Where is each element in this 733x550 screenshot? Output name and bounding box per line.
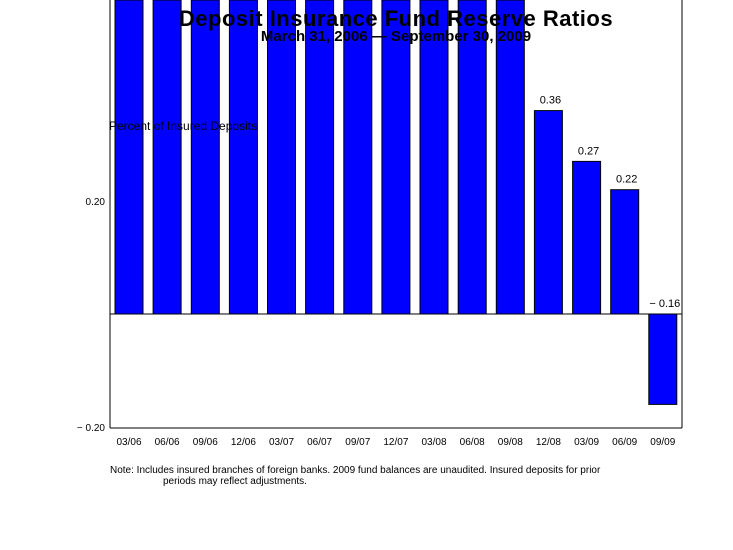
chart-subtitle: March 31, 2006 — September 30, 2009 xyxy=(260,28,532,45)
bar-12/06 xyxy=(229,0,257,314)
x-tick-label: 12/08 xyxy=(535,437,561,448)
y-axis-label: Percent of Insured Deposits xyxy=(109,119,258,133)
x-tick-label: 09/09 xyxy=(650,437,676,448)
x-tick-label: 03/06 xyxy=(116,437,142,448)
x-tick-label: 12/07 xyxy=(383,437,409,448)
x-tick-label: 06/08 xyxy=(459,437,485,448)
x-tick-label: 12/06 xyxy=(230,437,256,448)
bars-group xyxy=(115,0,677,404)
data-label: 0.22 xyxy=(615,173,638,186)
x-tick-label: 03/08 xyxy=(421,437,447,448)
bar-06/09 xyxy=(611,190,639,314)
bar-03/09 xyxy=(573,161,601,314)
bar-09/08 xyxy=(496,0,524,314)
x-tick-label: 09/07 xyxy=(345,437,371,448)
chart-title: Deposit Insurance Fund Reserve Ratios xyxy=(178,6,614,31)
x-tick-label: 09/06 xyxy=(192,437,218,448)
bar-12/07 xyxy=(382,0,410,314)
bar-09/07 xyxy=(344,0,372,314)
bar-03/08 xyxy=(420,0,448,314)
data-label: − 0.16 xyxy=(649,298,681,310)
bar-03/07 xyxy=(268,0,296,314)
x-tick-label: 03/07 xyxy=(268,437,295,448)
x-tick-label: 06/06 xyxy=(154,437,180,448)
x-tick-label: 06/09 xyxy=(612,437,638,448)
bar-09/09 xyxy=(649,314,677,404)
x-tick-label: 09/08 xyxy=(497,437,523,448)
y-tick-label: 0.20 xyxy=(85,197,105,208)
footnote-line-2: periods may reflect adjustments. xyxy=(163,476,307,487)
bar-03/06 xyxy=(115,0,143,314)
footnote-line-1: Note: Includes insured branches of foreign banks. 2009 fund balances are unaudited. Insured deposits for prior xyxy=(110,465,601,476)
data-label: 0.36 xyxy=(539,94,562,107)
bar-06/06 xyxy=(153,0,181,314)
footnote xyxy=(110,465,685,487)
bar-06/08 xyxy=(458,0,486,314)
y-tick-label: − 0.20 xyxy=(76,423,105,434)
bar-09/06 xyxy=(191,0,219,314)
y-ticks-group xyxy=(77,197,106,434)
x-tick-label: 03/09 xyxy=(574,437,600,448)
x-ticks-group xyxy=(116,437,675,448)
x-tick-label: 06/07 xyxy=(307,437,333,448)
bar-12/08 xyxy=(534,111,562,314)
data-label: 0.27 xyxy=(577,145,600,158)
bar-06/07 xyxy=(306,0,334,314)
